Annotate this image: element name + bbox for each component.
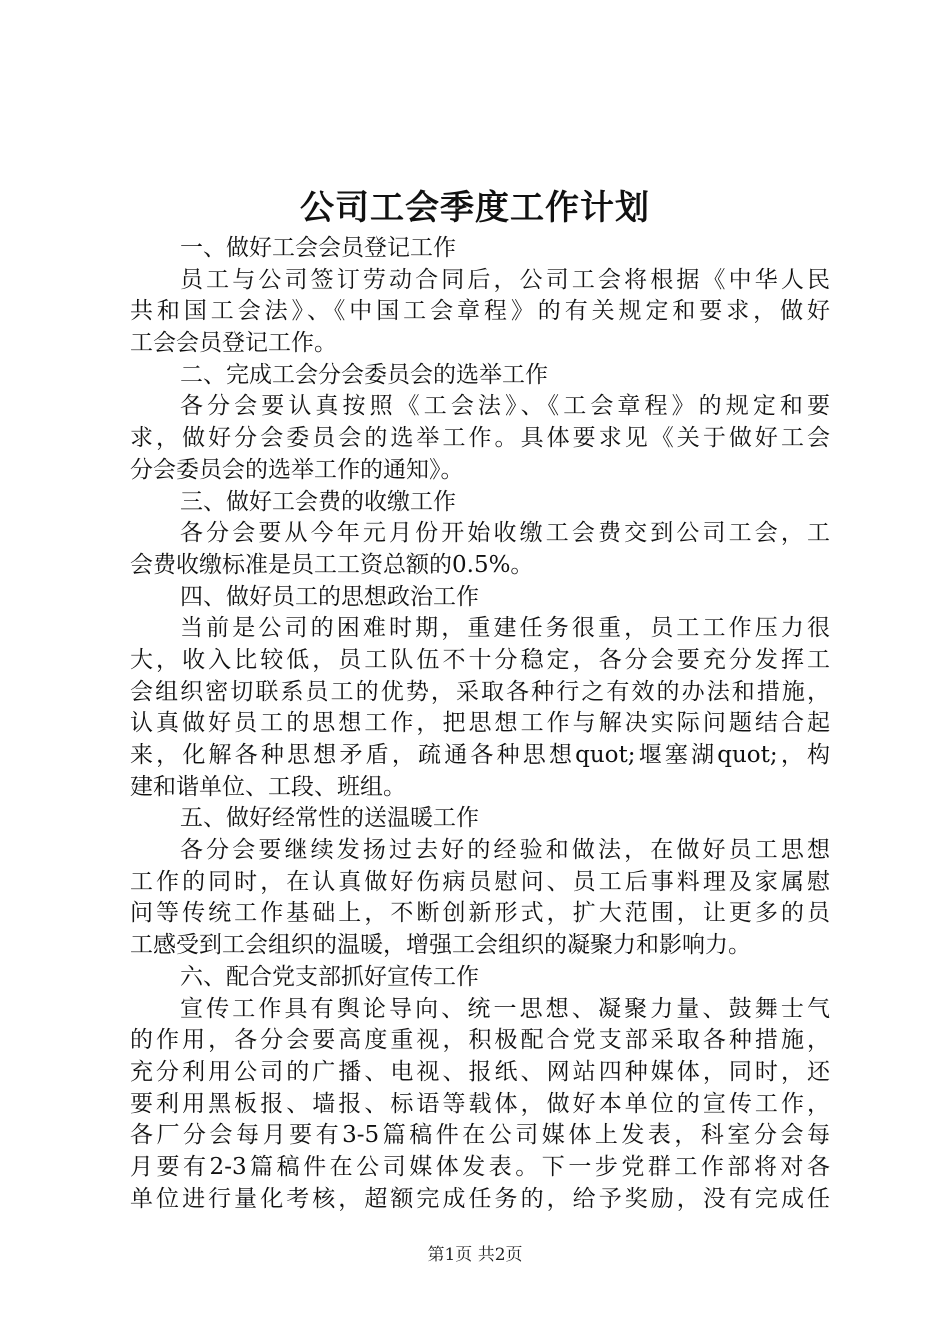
paragraph-line: 分会委员会的选举工作的通知》。 [130, 456, 464, 483]
paragraph-line: 会组织密切联系员工的优势，采取各种行之有效的办法和措施， [130, 678, 830, 705]
paragraph-line: 大，收入比较低，员工队伍不十分稳定，各分会要充分发挥工 [130, 646, 830, 673]
section-heading: 三、做好工会费的收缴工作 [180, 488, 456, 515]
paragraph-line: 问等传统工作基础上，不断创新形式，扩大范围，让更多的员 [130, 900, 830, 927]
paragraph-line: 来，化解各种思想矛盾，疏通各种思想quot;堰塞湖quot;，构 [130, 742, 830, 768]
paragraph-line: 求，做好分会委员会的选举工作。具体要求见《关于做好工会 [130, 425, 830, 452]
paragraph-line: 工会会员登记工作。 [130, 330, 337, 357]
paragraph-line: 共和国工会法》、《中国工会章程》的有关规定和要求，做好 [130, 298, 830, 325]
section-heading: 六、配合党支部抓好宣传工作 [180, 963, 479, 990]
paragraph-line: 各厂分会每月要有3-5篇稿件在公司媒体上发表，科室分会每 [130, 1122, 830, 1149]
paragraph-line: 工感受到工会组织的温暖，增强工会组织的凝聚力和影响力。 [130, 932, 751, 959]
paragraph-line: 工作的同时，在认真做好伤病员慰问、员工后事料理及家属慰 [130, 868, 830, 895]
paragraph-line: 认真做好员工的思想工作，把思想工作与解决实际问题结合起 [130, 710, 830, 737]
document-body [130, 233, 830, 1215]
paragraph-line: 月要有2-3篇稿件在公司媒体发表。下一步党群工作部将对各 [130, 1153, 830, 1180]
paragraph-line: 充分利用公司的广播、电视、报纸、网站四种媒体，同时，还 [130, 1058, 830, 1085]
paragraph-line: 员工与公司签订劳动合同后，公司工会将根据《中华人民 [180, 266, 830, 293]
paragraph-line: 各分会要继续发扬过去好的经验和做法，在做好员工思想 [180, 837, 830, 864]
section-heading: 四、做好员工的思想政治工作 [180, 583, 479, 610]
paragraph-line: 的作用，各分会要高度重视，积极配合党支部采取各种措施， [130, 1027, 830, 1054]
paragraph-line: 会费收缴标准是员工工资总额的0.5%。 [130, 551, 534, 578]
page-footer: 第1页 共2页 [427, 1245, 523, 1265]
paragraph-line: 单位进行量化考核，超额完成任务的，给予奖励，没有完成任 [130, 1185, 830, 1212]
document-title: 公司工会季度工作计划 [300, 188, 650, 228]
paragraph-line: 当前是公司的困难时期，重建任务很重，员工工作压力很 [180, 615, 830, 642]
paragraph-line: 建和谐单位、工段、班组。 [130, 773, 406, 800]
paragraph-line: 各分会要从今年元月份开始收缴工会费交到公司工会，工 [180, 520, 830, 547]
section-heading: 一、做好工会会员登记工作 [180, 235, 456, 261]
paragraph-line: 宣传工作具有舆论导向、统一思想、凝聚力量、鼓舞士气 [180, 995, 830, 1022]
section-heading: 二、完成工会分会委员会的选举工作 [180, 361, 548, 388]
paragraph-line: 各分会要认真按照《工会法》、《工会章程》的规定和要 [180, 393, 830, 420]
section-heading: 五、做好经常性的送温暖工作 [180, 805, 479, 832]
paragraph-line: 要利用黑板报、墙报、标语等载体，做好本单位的宣传工作， [130, 1090, 830, 1117]
